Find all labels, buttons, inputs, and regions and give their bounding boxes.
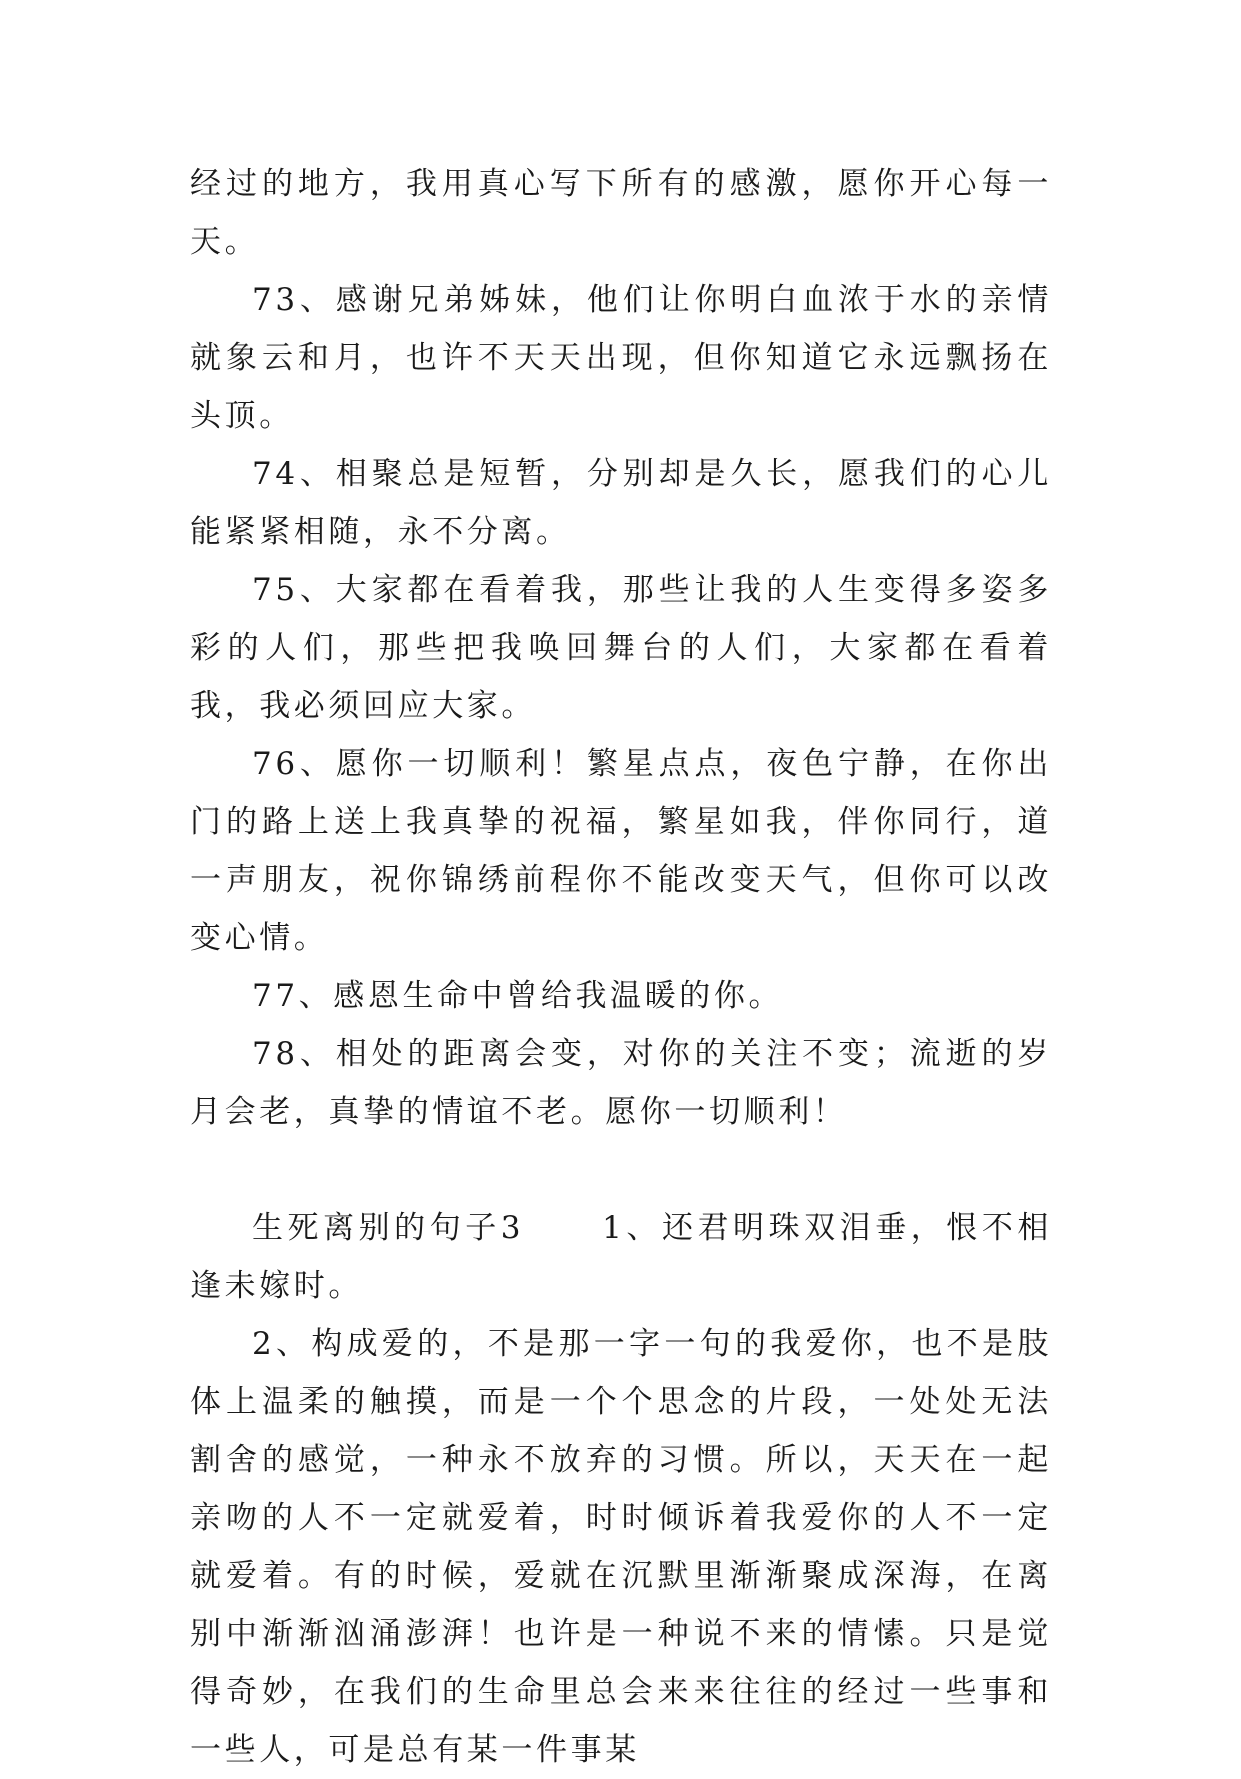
paragraph-item-2: 2、构成爱的，不是那一字一句的我爱你，也不是肢体上温柔的触摸，而是一个个思念的片段，一处处无法割舍的感觉，一种永不放弃的习惯。所以，天天在一起亲吻的人不一定就爱着，时时倾诉着我爱你的人不一定就爱着。有的时候，爱就在沉默里渐渐聚成深海，在离别中渐渐汹涌澎湃！也许是一种说不来的情愫。只是觉得奇妙，在我们的生命里总会来来往往的经过一些事和一些人，可是总有某一件事某 bbox=[190, 1326, 1052, 1768]
paragraph-continuation: 经过的地方，我用真心写下所有的感激，愿你开心每一天。 bbox=[190, 166, 1052, 260]
section-title: 生死离别的句子3 bbox=[252, 1210, 525, 1246]
paragraph-item-78: 78、相处的距离会变，对你的关注不变；流逝的岁月会老，真挚的情谊不老。愿你一切顺利！ bbox=[190, 1036, 1052, 1130]
paragraph-item-74: 74、相聚总是短暂，分别却是久长，愿我们的心儿能紧紧相随，永不分离。 bbox=[190, 456, 1052, 550]
paragraph-item-76: 76、愿你一切顺利！繁星点点，夜色宁静，在你出门的路上送上我真挚的祝福，繁星如我，伴你同行，道一声朋友，祝你锦绣前程你不能改变天气，但你可以改变心情。 bbox=[190, 746, 1052, 956]
section-first-item: 1、还君明珠双泪垂，恨不相逢未嫁时。 bbox=[190, 1210, 1052, 1304]
section-heading-paragraph bbox=[190, 1199, 1052, 1315]
paragraph-item-73: 73、感谢兄弟姊妹，他们让你明白血浓于水的亲情就象云和月，也许不天天出现，但你知道它永远飘扬在头顶。 bbox=[190, 282, 1052, 434]
document-body bbox=[190, 155, 1052, 1779]
section-spacer bbox=[190, 1141, 1052, 1199]
paragraph-item-75: 75、大家都在看着我，那些让我的人生变得多姿多彩的人们，那些把我唤回舞台的人们，大家都在看着我，我必须回应大家。 bbox=[190, 572, 1052, 724]
paragraph-item-77: 77、感恩生命中曾给我温暖的你。 bbox=[252, 978, 784, 1014]
